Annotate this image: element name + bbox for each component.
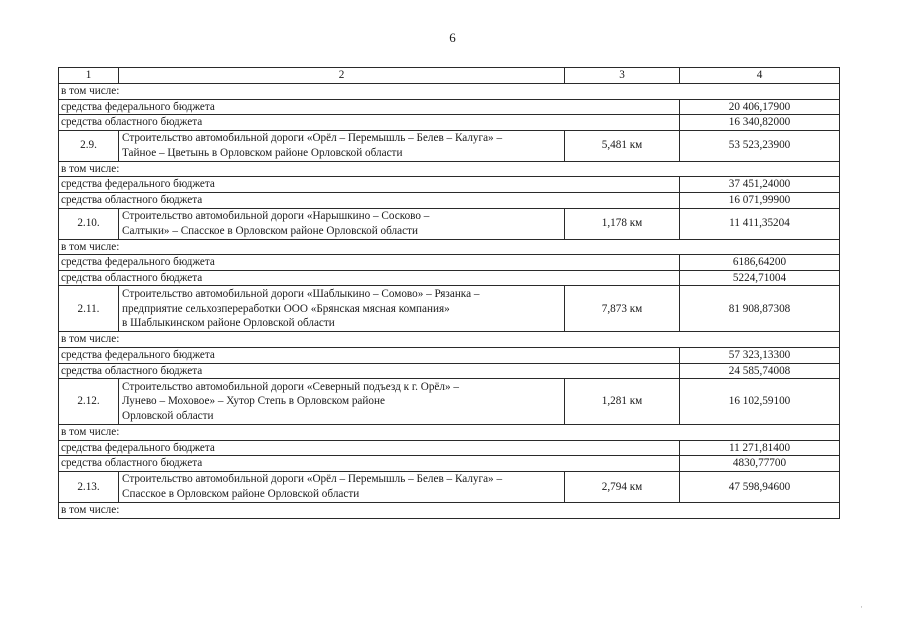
regional-budget-amount: 16 071,99900 <box>680 192 840 208</box>
federal-budget-amount: 57 323,13300 <box>680 347 840 363</box>
item-amount: 53 523,23900 <box>680 130 840 161</box>
item-description: Строительство автомобильной дороги «Нарышкино – Сосково – Салтыки» – Спасское в Орловском районе Орловской области <box>119 208 565 239</box>
federal-budget-amount: 37 451,24000 <box>680 177 840 193</box>
regional-budget-row <box>59 363 840 379</box>
scan-artifact: · <box>860 602 863 612</box>
budget-table <box>58 67 840 519</box>
including-label: в том числе: <box>59 84 840 100</box>
item-amount: 81 908,87308 <box>680 286 840 332</box>
regional-budget-amount: 4830,77700 <box>680 456 840 472</box>
regional-budget-label: средства областного бюджета <box>59 456 680 472</box>
table-row <box>59 379 840 425</box>
regional-budget-label: средства областного бюджета <box>59 363 680 379</box>
item-number: 2.9. <box>59 130 119 161</box>
item-length: 7,873 км <box>565 286 680 332</box>
federal-budget-row <box>59 440 840 456</box>
item-amount: 47 598,94600 <box>680 471 840 502</box>
page-number: 6 <box>449 30 456 45</box>
federal-budget-row <box>59 99 840 115</box>
including-label: в том числе: <box>59 332 840 348</box>
item-description: Строительство автомобильной дороги «Шаблыкино – Сомово» – Рязанка – предприятие сельхозпереработки ООО «Брянская мясная компания» в Шаблыкинском районе Орловской области <box>119 286 565 332</box>
column-header-2: 2 <box>119 68 565 84</box>
federal-budget-label: средства федерального бюджета <box>59 99 680 115</box>
including-label: в том числе: <box>59 425 840 441</box>
including-row <box>59 84 840 100</box>
including-row <box>59 332 840 348</box>
including-row <box>59 425 840 441</box>
federal-budget-label: средства федерального бюджета <box>59 255 680 271</box>
column-header-4: 4 <box>680 68 840 84</box>
regional-budget-amount: 16 340,82000 <box>680 115 840 131</box>
table-header-row <box>59 68 840 84</box>
item-number: 2.13. <box>59 471 119 502</box>
federal-budget-label: средства федерального бюджета <box>59 440 680 456</box>
item-length: 1,178 км <box>565 208 680 239</box>
item-description: Строительство автомобильной дороги «Орёл – Перемышль – Белев – Калуга» – Спасское в Орловском районе Орловской области <box>119 471 565 502</box>
item-description: Строительство автомобильной дороги «Орёл – Перемышль – Белев – Калуга» – Тайное – Цветынь в Орловском районе Орловской области <box>119 130 565 161</box>
including-label: в том числе: <box>59 161 840 177</box>
table-row <box>59 208 840 239</box>
including-row <box>59 239 840 255</box>
regional-budget-label: средства областного бюджета <box>59 270 680 286</box>
column-header-3: 3 <box>565 68 680 84</box>
regional-budget-row <box>59 270 840 286</box>
including-row <box>59 502 840 518</box>
regional-budget-amount: 24 585,74008 <box>680 363 840 379</box>
table-row <box>59 471 840 502</box>
federal-budget-label: средства федерального бюджета <box>59 177 680 193</box>
federal-budget-row <box>59 255 840 271</box>
including-label: в том числе: <box>59 239 840 255</box>
item-description: Строительство автомобильной дороги «Северный подъезд к г. Орёл» – Лунево – Моховое» – Хутор Степь в Орловском районе Орловской области <box>119 379 565 425</box>
item-length: 2,794 км <box>565 471 680 502</box>
item-length: 1,281 км <box>565 379 680 425</box>
item-number: 2.12. <box>59 379 119 425</box>
including-row <box>59 161 840 177</box>
column-header-1: 1 <box>59 68 119 84</box>
federal-budget-amount: 20 406,17900 <box>680 99 840 115</box>
federal-budget-amount: 11 271,81400 <box>680 440 840 456</box>
regional-budget-row <box>59 115 840 131</box>
regional-budget-label: средства областного бюджета <box>59 115 680 131</box>
item-amount: 11 411,35204 <box>680 208 840 239</box>
federal-budget-label: средства федерального бюджета <box>59 347 680 363</box>
including-label: в том числе: <box>59 502 840 518</box>
regional-budget-label: средства областного бюджета <box>59 192 680 208</box>
federal-budget-row <box>59 177 840 193</box>
table-row <box>59 286 840 332</box>
item-length: 5,481 км <box>565 130 680 161</box>
regional-budget-row <box>59 456 840 472</box>
item-number: 2.10. <box>59 208 119 239</box>
regional-budget-amount: 5224,71004 <box>680 270 840 286</box>
regional-budget-row <box>59 192 840 208</box>
federal-budget-amount: 6186,64200 <box>680 255 840 271</box>
table-row <box>59 130 840 161</box>
item-amount: 16 102,59100 <box>680 379 840 425</box>
federal-budget-row <box>59 347 840 363</box>
item-number: 2.11. <box>59 286 119 332</box>
